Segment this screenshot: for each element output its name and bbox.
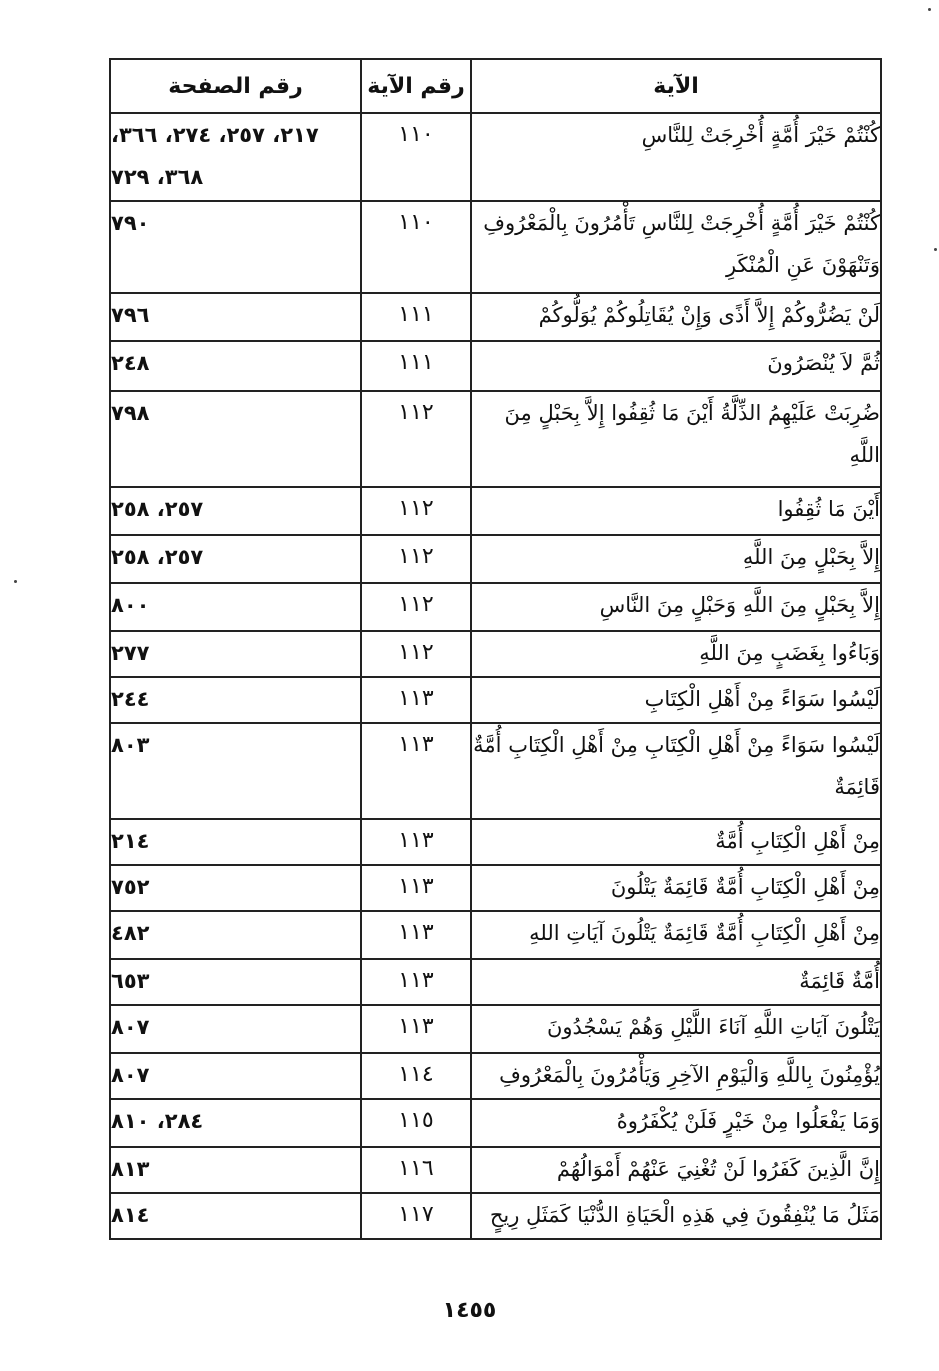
ayah-number: ١١٣ <box>361 959 471 1005</box>
page-numbers: ٧٩٨ <box>110 391 361 487</box>
ayah-number: ١١٣ <box>361 819 471 865</box>
table-row <box>110 293 881 341</box>
page-number: ١٤٥٥ <box>442 1298 497 1323</box>
page-numbers: ٨٠٧ <box>110 1053 361 1099</box>
page-numbers: ٤٨٢ <box>110 911 361 959</box>
ayah-number: ١١٣ <box>361 723 471 819</box>
header-verse: الآية <box>471 59 881 113</box>
ayah-number: ١١٢ <box>361 583 471 631</box>
table-header <box>110 59 881 113</box>
ayah-number: ١١٢ <box>361 487 471 535</box>
table-row <box>110 113 881 201</box>
table-row <box>110 723 881 819</box>
verse-text: وَبَاءُوا بِغَضَبٍ مِنَ اللَّهِ <box>471 631 881 677</box>
page-numbers: ٢٧٧ <box>110 631 361 677</box>
table-row <box>110 535 881 583</box>
verse-text: مِنْ أَهْلِ الْكِتَابِ أُمَّةٌ <box>471 819 881 865</box>
verse-text: يُؤْمِنُونَ بِاللَّهِ وَالْيَوْمِ الآخِرِ وَيَأْمُرُونَ بِالْمَعْرُوفِ <box>471 1053 881 1099</box>
page-numbers: ٨٠٧ <box>110 1005 361 1053</box>
table-row <box>110 1053 881 1099</box>
table-row <box>110 1147 881 1193</box>
ayah-number: ١١٢ <box>361 535 471 583</box>
table-row <box>110 1099 881 1147</box>
header-page-number: رقم الصفحة <box>110 59 361 113</box>
table-row <box>110 865 881 911</box>
page-numbers: ٢١٤ <box>110 819 361 865</box>
page-numbers: ٦٥٣ <box>110 959 361 1005</box>
table-row <box>110 911 881 959</box>
table-row <box>110 959 881 1005</box>
ayah-number: ١١٣ <box>361 911 471 959</box>
table-row <box>110 1193 881 1239</box>
verse-text: إِنَّ الَّذِينَ كَفَرُوا لَنْ تُغْنِيَ عَنْهُمْ أَمْوَالُهُمْ <box>471 1147 881 1193</box>
ayah-number: ١١٥ <box>361 1099 471 1147</box>
verse-text: إِلاَّ بِحَبْلٍ مِنَ اللَّهِ وَحَبْلٍ مِنَ النَّاسِ <box>471 583 881 631</box>
header-row <box>110 59 881 113</box>
table-row <box>110 819 881 865</box>
scan-speck <box>928 8 931 11</box>
ayah-number: ١١٧ <box>361 1193 471 1239</box>
ayah-number: ١١٢ <box>361 631 471 677</box>
page-numbers: ٨١٣ <box>110 1147 361 1193</box>
verse-text: مِنْ أَهْلِ الْكِتَابِ أُمَّةٌ قَائِمَةٌ يَتْلُونَ آيَاتِ اللهِ <box>471 911 881 959</box>
page-numbers: ٨٠٠ <box>110 583 361 631</box>
ayah-number: ١١٢ <box>361 391 471 487</box>
page-numbers: ٢٥٧، ٢٥٨ <box>110 535 361 583</box>
table-row <box>110 631 881 677</box>
scan-speck <box>14 580 17 583</box>
table-row <box>110 1005 881 1053</box>
page-numbers: ٢٥٧، ٢٥٨ <box>110 487 361 535</box>
verse-text: مَثَلُ مَا يُنْفِقُونَ فِي هَذِهِ الْحَيَاةِ الدُّنْيَا كَمَثَلِ رِيحٍ <box>471 1193 881 1239</box>
ayah-number: ١١٠ <box>361 113 471 201</box>
ayah-number: ١١٤ <box>361 1053 471 1099</box>
page-numbers: ٢٤٨ <box>110 341 361 391</box>
page-numbers: ٧٥٢ <box>110 865 361 911</box>
table-row <box>110 487 881 535</box>
verse-text: إِلاَّ بِحَبْلٍ مِنَ اللَّهِ <box>471 535 881 583</box>
page-numbers: ٨١٤ <box>110 1193 361 1239</box>
page-numbers: ٨٠٣ <box>110 723 361 819</box>
page-numbers: ٧٩٠ <box>110 201 361 293</box>
ayah-number: ١١٣ <box>361 1005 471 1053</box>
verse-text: كُنْتُمْ خَيْرَ أُمَّةٍ أُخْرِجَتْ لِلنَّاسِ <box>471 113 881 201</box>
header-ayah-number: رقم الآية <box>361 59 471 113</box>
verse-text: كُنْتُمْ خَيْرَ أُمَّةٍ أُخْرِجَتْ لِلنَّاسِ تَأْمُرُونَ بِالْمَعْرُوفِ وَتَنْهَوْنَ عَنِ الْمُنْكَرِ <box>471 201 881 293</box>
verse-text: ضُرِبَتْ عَلَيْهِمُ الذِّلَّةُ أَيْنَ مَا ثُقِفُوا إِلاَّ بِحَبْلٍ مِنَ اللَّهِ <box>471 391 881 487</box>
verse-index-table <box>109 58 882 1240</box>
page-numbers: ٢١٧، ٢٥٧، ٢٧٤، ٣٦٦، ٣٦٨، ٧٢٩ <box>110 113 361 201</box>
page-numbers: ٢٨٤، ٨١٠ <box>110 1099 361 1147</box>
verse-text: يَتْلُونَ آيَاتِ اللَّهِ آنَاءَ اللَّيْلِ وَهُمْ يَسْجُدُونَ <box>471 1005 881 1053</box>
verse-text: وَمَا يَفْعَلُوا مِنْ خَيْرٍ فَلَنْ يُكْفَرُوهُ <box>471 1099 881 1147</box>
ayah-number: ١١١ <box>361 341 471 391</box>
page-numbers: ٧٩٦ <box>110 293 361 341</box>
table-row <box>110 341 881 391</box>
page-numbers: ٢٤٤ <box>110 677 361 723</box>
ayah-number: ١١١ <box>361 293 471 341</box>
ayah-number: ١١٣ <box>361 865 471 911</box>
verse-text: أُمَّةٌ قَائِمَةٌ <box>471 959 881 1005</box>
scan-speck <box>934 248 937 251</box>
verse-text: مِنْ أَهْلِ الْكِتَابِ أُمَّةٌ قَائِمَةٌ يَتْلُونَ <box>471 865 881 911</box>
ayah-number: ١١٦ <box>361 1147 471 1193</box>
verse-text: لَيْسُوا سَوَاءً مِنْ أَهْلِ الْكِتَابِ <box>471 677 881 723</box>
verse-text: لَيْسُوا سَوَاءً مِنْ أَهْلِ الْكِتَابِ مِنْ أَهْلِ الْكِتَابِ أُمَّةٌ قَائِمَةٌ <box>471 723 881 819</box>
table-row <box>110 677 881 723</box>
table-row <box>110 391 881 487</box>
verse-text: أَيْنَ مَا ثُقِفُوا <box>471 487 881 535</box>
verse-text: ثُمَّ لاَ يُنْصَرُونَ <box>471 341 881 391</box>
verse-text: لَنْ يَضُرُّوكُمْ إِلاَّ أَذًى وَإِنْ يُقَاتِلُوكُمْ يُوَلُّوكُمْ <box>471 293 881 341</box>
ayah-number: ١١٠ <box>361 201 471 293</box>
table-row <box>110 201 881 293</box>
ayah-number: ١١٣ <box>361 677 471 723</box>
table-row <box>110 583 881 631</box>
